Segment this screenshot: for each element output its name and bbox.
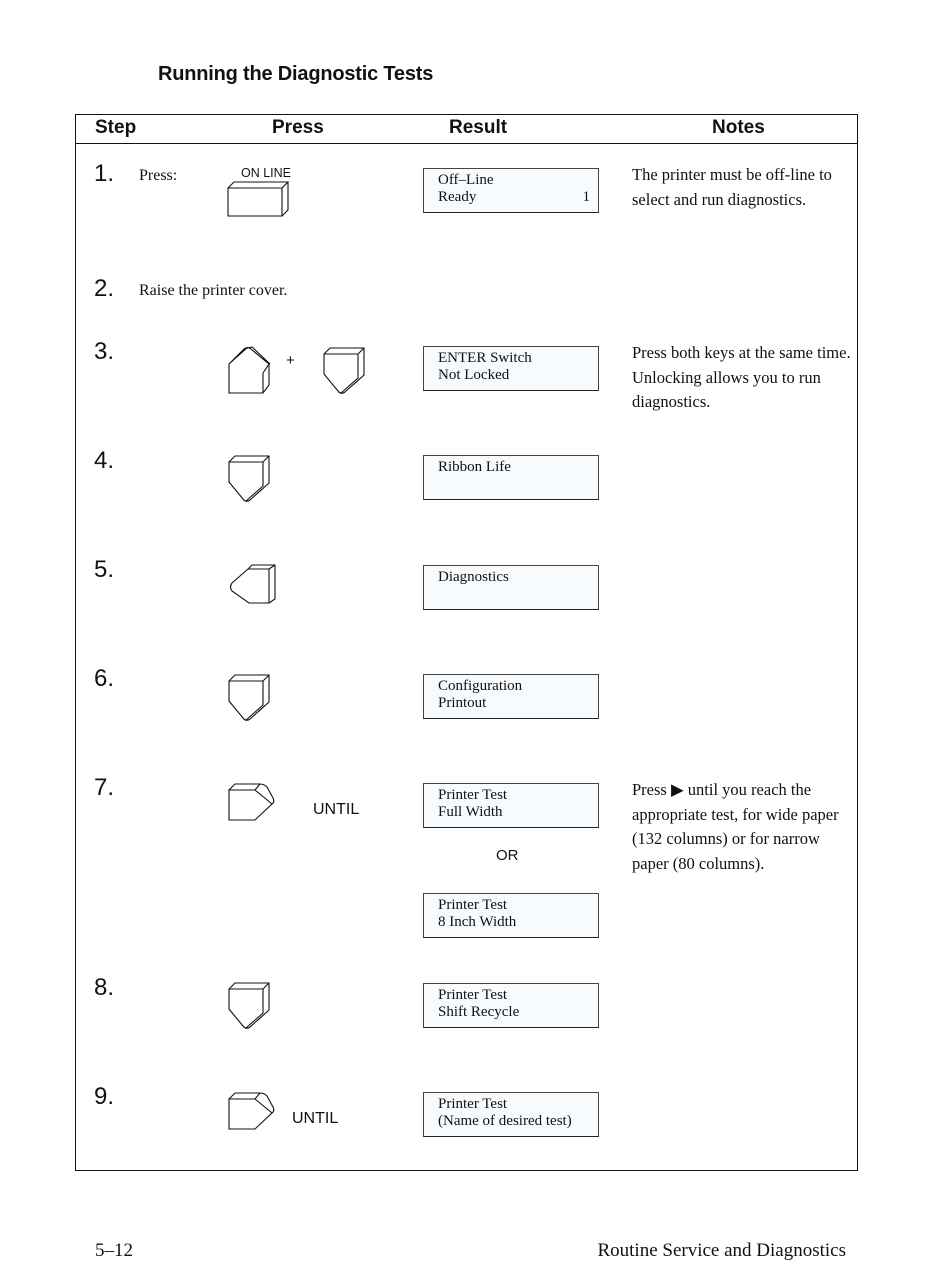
header-result: Result xyxy=(449,117,508,138)
step-number: 3. xyxy=(94,338,115,365)
table-header xyxy=(76,115,857,144)
step-number: 4. xyxy=(94,447,115,474)
down-arrow-key-icon xyxy=(228,982,272,1030)
step-note: Press both keys at the same time. Unlocking allows you to run diagnostics. xyxy=(632,343,851,411)
lcd-line-1: ENTER Switch xyxy=(438,350,532,366)
lcd-result xyxy=(423,565,599,610)
note-text: Press xyxy=(632,780,667,799)
plus-sign: + xyxy=(286,352,295,369)
note-text: until you reach the appropriate test, for wide paper (132 columns) or for narrow paper (80 columns). xyxy=(632,780,839,873)
lcd-result-alt xyxy=(423,893,599,938)
lcd-line-1: Diagnostics xyxy=(438,569,509,585)
lcd-result xyxy=(423,455,599,500)
or-separator: OR xyxy=(496,847,519,864)
header-notes: Notes xyxy=(712,117,765,138)
until-label: UNTIL xyxy=(292,1110,339,1127)
lcd-line-2: Full Width xyxy=(438,804,503,820)
step-note: The printer must be off-line to select and run diagnostics. xyxy=(632,165,832,209)
up-arrow-key-icon xyxy=(228,347,272,395)
down-arrow-key-icon xyxy=(323,347,367,395)
lcd-line-1: Printer Test xyxy=(438,1096,508,1112)
lcd-result xyxy=(423,783,599,828)
until-label: UNTIL xyxy=(313,801,360,818)
lcd-result xyxy=(423,1092,599,1137)
lcd-line-2: Ready xyxy=(438,189,477,205)
header-press: Press xyxy=(272,117,324,138)
right-arrow-key-icon xyxy=(228,782,276,822)
page-title: Running the Diagnostic Tests xyxy=(158,63,434,85)
lcd-line-1: Off–Line xyxy=(438,172,494,188)
lcd-line-1: Printer Test xyxy=(438,987,508,1003)
lcd-line-1: Configuration xyxy=(438,678,523,694)
on-line-key-icon xyxy=(227,181,289,219)
left-arrow-key-icon xyxy=(229,565,277,605)
down-arrow-key-icon xyxy=(228,455,272,503)
lcd-line-1: Printer Test xyxy=(438,897,508,913)
step-number: 2. xyxy=(94,275,115,302)
step-number: 5. xyxy=(94,556,115,583)
lcd-line-2: Shift Recycle xyxy=(438,1004,520,1020)
lcd-line-2: Printout xyxy=(438,695,487,711)
step-instruction: Raise the printer cover. xyxy=(139,282,288,299)
step-note xyxy=(632,778,857,876)
lcd-line-1: Printer Test xyxy=(438,787,508,803)
step-number: 7. xyxy=(94,774,115,801)
lcd-result xyxy=(423,983,599,1028)
section-title: Routine Service and Diagnostics xyxy=(597,1240,846,1261)
step-instruction: Press: xyxy=(139,167,178,184)
header-step: Step xyxy=(95,117,137,138)
step-number: 6. xyxy=(94,665,115,692)
step-number: 9. xyxy=(94,1083,115,1110)
down-arrow-key-icon xyxy=(228,674,272,722)
lcd-value: 1 xyxy=(582,189,590,205)
lcd-line-2: 8 Inch Width xyxy=(438,914,517,930)
lcd-result xyxy=(423,168,599,213)
lcd-line-2: (Name of desired test) xyxy=(438,1113,572,1129)
right-arrow-key-icon xyxy=(228,1091,276,1131)
lcd-result xyxy=(423,674,599,719)
lcd-line-1: Ribbon Life xyxy=(438,459,511,475)
lcd-line-2: Not Locked xyxy=(438,367,510,383)
key-label: ON LINE xyxy=(241,166,292,180)
step-number: 8. xyxy=(94,974,115,1001)
lcd-result xyxy=(423,346,599,391)
right-triangle-icon: ▶ xyxy=(670,780,684,799)
step-number: 1. xyxy=(94,160,115,187)
page-number: 5–12 xyxy=(95,1240,133,1261)
